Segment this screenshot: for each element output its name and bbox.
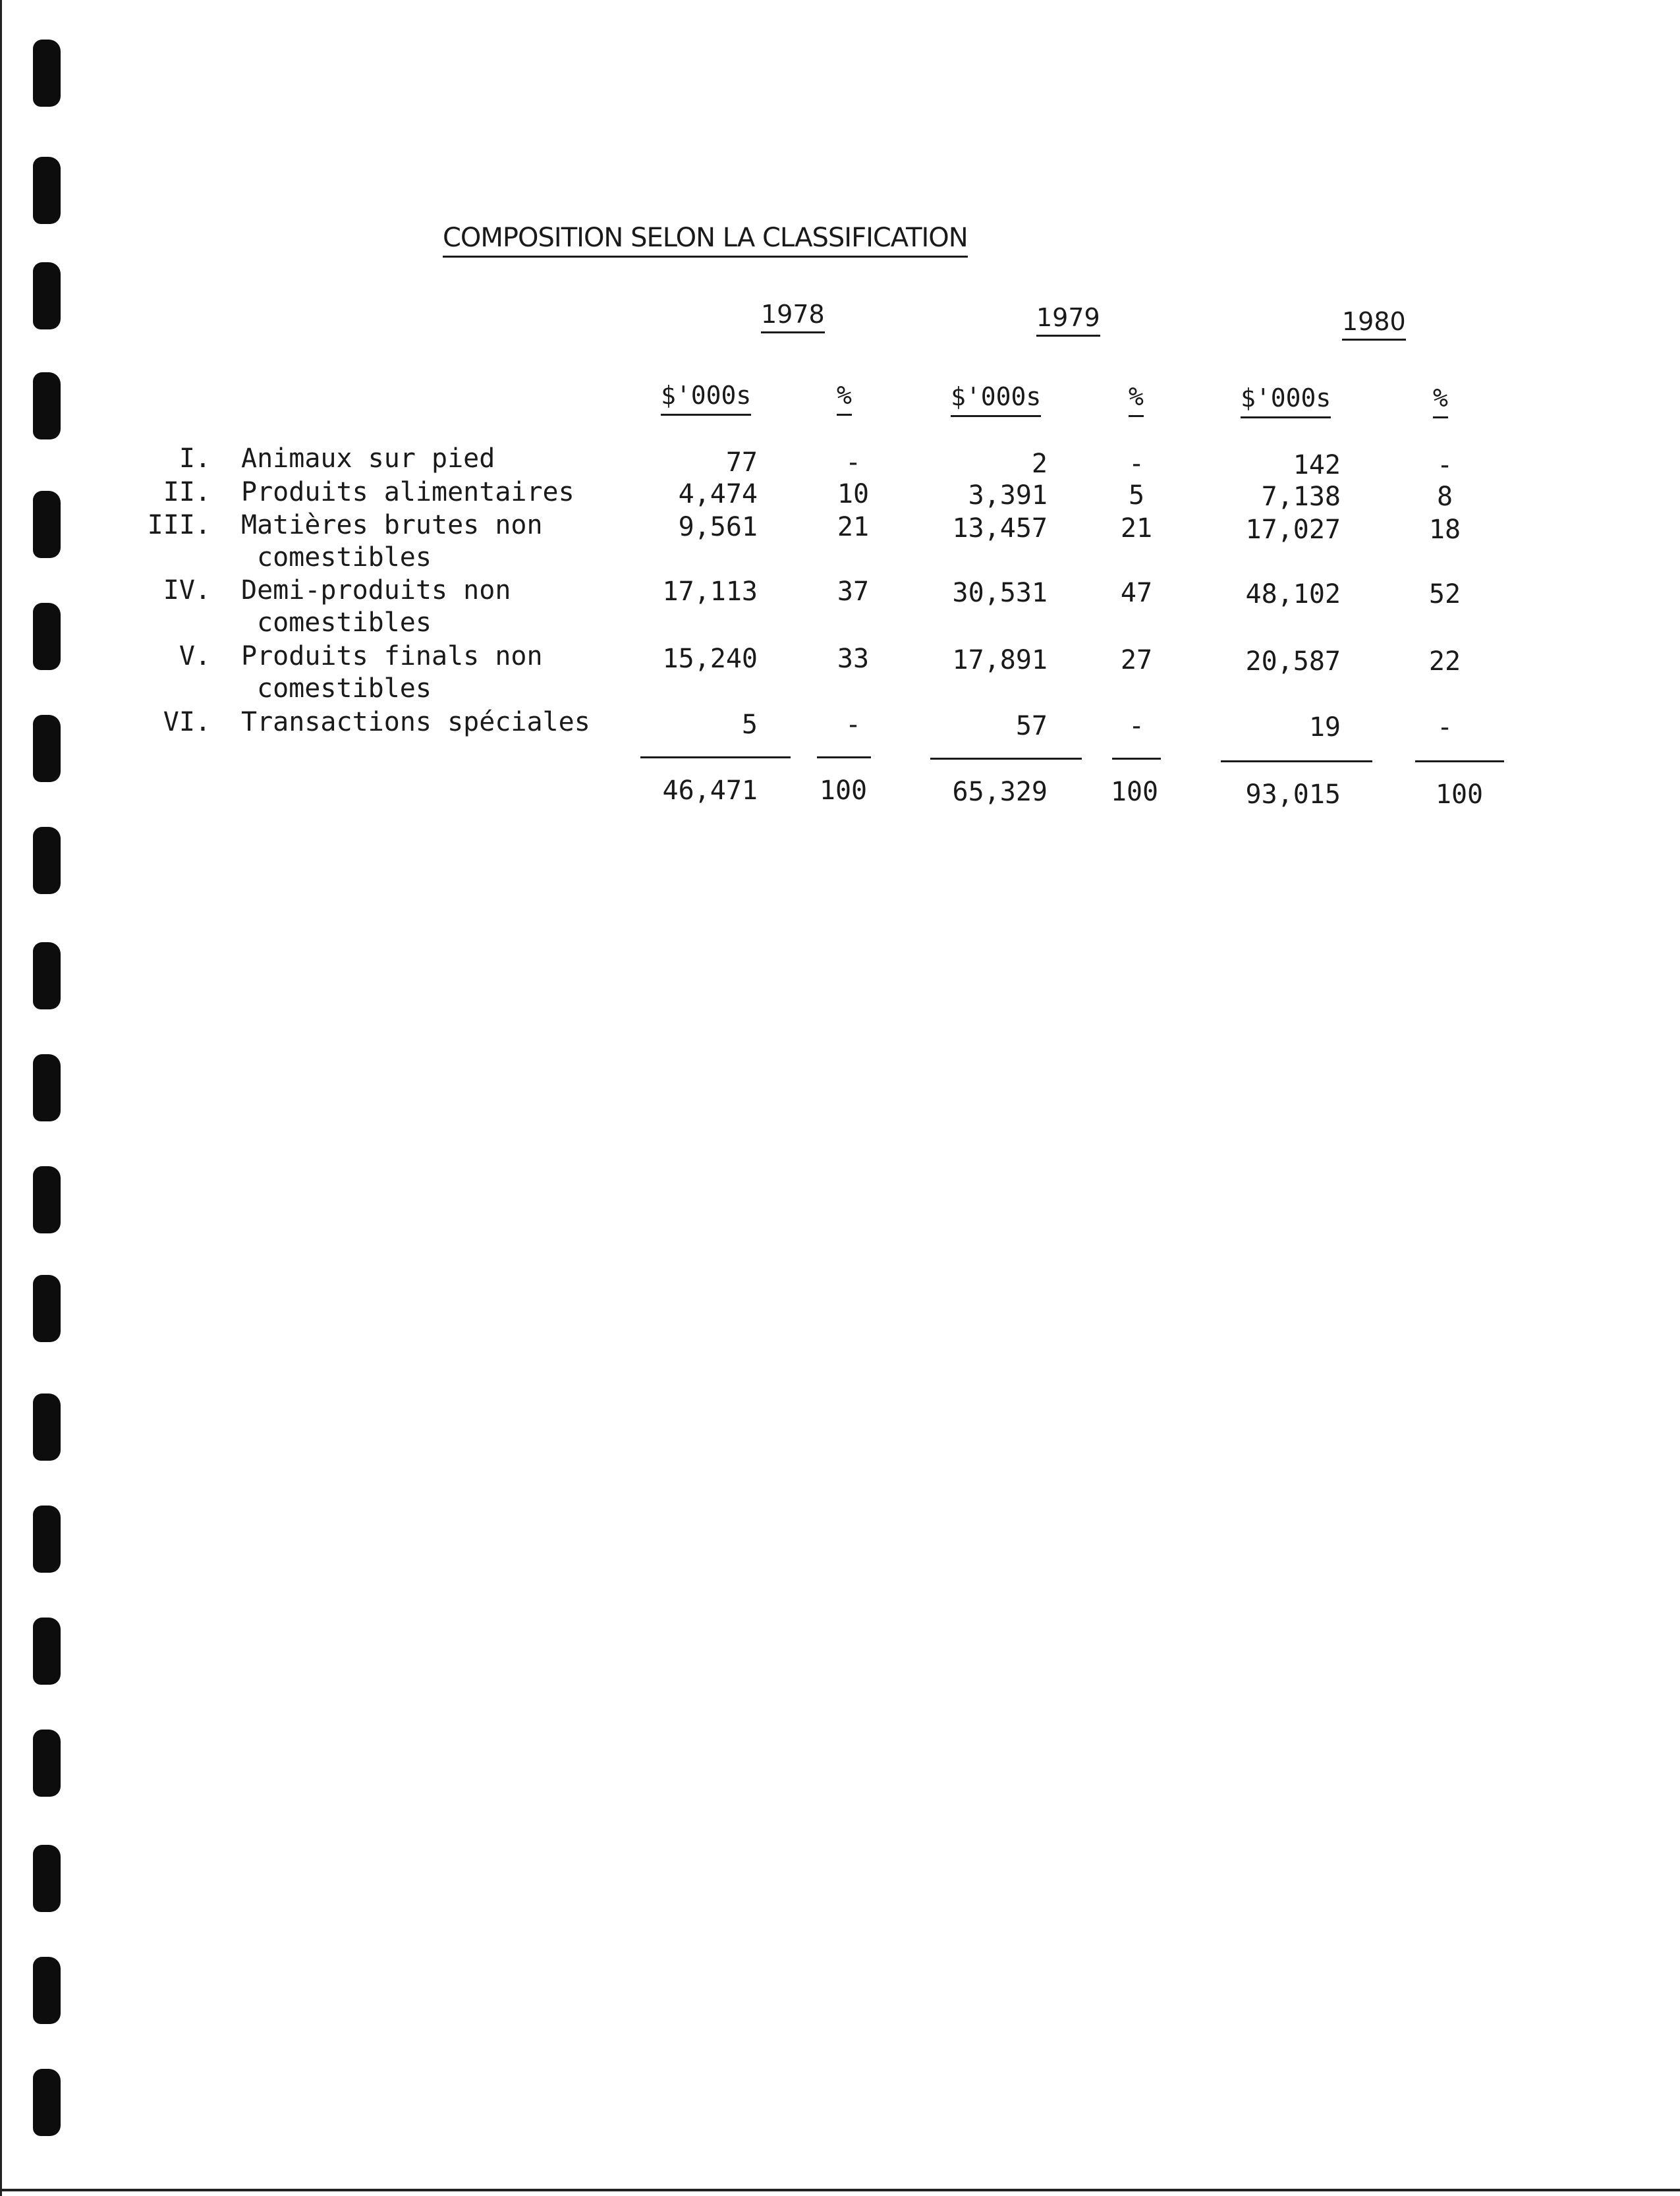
row-label: Produits finals non	[241, 641, 543, 671]
row-numeral: III.	[147, 510, 211, 540]
row-label: Animaux sur pied	[241, 443, 495, 474]
percent-1979: 21	[1120, 513, 1153, 544]
binder-hole	[33, 715, 61, 782]
percent-1980: 52	[1428, 579, 1461, 609]
binder-hole	[33, 1275, 61, 1342]
percent-1978: 21	[837, 512, 870, 542]
year-header-1979: 1979	[1036, 303, 1100, 337]
value-1978: 15,240	[662, 644, 758, 674]
total-percent-1978: 100	[819, 775, 868, 806]
binder-hole	[33, 1845, 61, 1912]
percent-1978: 33	[837, 644, 870, 674]
value-1978: 9,561	[678, 512, 758, 542]
total-rule-value-1978	[640, 756, 791, 758]
column-header-value-1980: $'000s	[1241, 383, 1331, 418]
total-rule-value-1980	[1221, 760, 1372, 762]
binder-hole	[33, 1618, 61, 1685]
page-edge-bottom	[0, 2189, 1680, 2191]
value-1980: 19	[1308, 712, 1341, 743]
percent-1978: 10	[837, 479, 870, 509]
row-label-continuation: comestibles	[257, 673, 432, 704]
percent-1979: -	[1128, 711, 1145, 741]
value-1978: 77	[725, 447, 758, 478]
row-label: Matières brutes non	[241, 510, 543, 540]
value-1980: 48,102	[1245, 579, 1341, 609]
percent-1980: 22	[1428, 646, 1461, 677]
value-1979: 57	[1015, 711, 1048, 741]
value-1979: 2	[1031, 449, 1048, 479]
value-1979: 3,391	[968, 480, 1048, 511]
binder-hole	[33, 942, 61, 1009]
binder-hole	[33, 262, 61, 329]
value-1980: 17,027	[1245, 515, 1341, 545]
binder-hole	[33, 1394, 61, 1461]
percent-1979: -	[1128, 449, 1145, 479]
value-1979: 17,891	[952, 645, 1048, 675]
binder-hole	[33, 1506, 61, 1573]
percent-1980: 18	[1428, 515, 1461, 545]
row-numeral: IV.	[163, 575, 211, 605]
binder-hole	[33, 1166, 61, 1233]
value-1978: 4,474	[678, 479, 758, 509]
binder-hole	[33, 827, 61, 894]
binder-hole	[33, 157, 61, 224]
row-label: Transactions spéciales	[241, 707, 590, 737]
column-header-value-1978: $'000s	[661, 381, 751, 416]
value-1980: 7,138	[1261, 482, 1341, 512]
percent-1979: 47	[1120, 578, 1153, 608]
value-1978: 17,113	[662, 577, 758, 607]
total-value-1979: 65,329	[952, 777, 1048, 807]
binder-hole	[33, 1730, 61, 1797]
percent-1978: -	[845, 447, 862, 478]
row-label: Produits alimentaires	[241, 477, 574, 507]
binder-hole	[33, 603, 61, 670]
binder-hole	[33, 491, 61, 558]
column-header-value-1979: $'000s	[951, 382, 1041, 417]
value-1978: 5	[741, 710, 758, 740]
value-1979: 13,457	[952, 513, 1048, 544]
row-numeral: V.	[179, 641, 211, 671]
total-percent-1980: 100	[1435, 779, 1484, 810]
percent-1978: -	[845, 710, 862, 740]
total-rule-percent-1980	[1415, 760, 1504, 762]
percent-1979: 5	[1128, 480, 1145, 511]
total-value-1980: 93,015	[1245, 779, 1341, 810]
row-label-continuation: comestibles	[257, 542, 432, 573]
binder-hole	[33, 40, 61, 107]
value-1979: 30,531	[952, 578, 1048, 608]
value-1980: 20,587	[1245, 646, 1341, 677]
percent-1980: -	[1436, 450, 1453, 480]
total-rule-value-1979	[930, 758, 1082, 760]
total-percent-1979: 100	[1110, 777, 1159, 807]
row-numeral: VI.	[163, 707, 211, 737]
year-header-1978: 1978	[761, 300, 825, 333]
column-header-percent-1980: %	[1433, 383, 1448, 418]
column-header-percent-1979: %	[1129, 382, 1144, 417]
binder-hole	[33, 2069, 61, 2136]
column-header-percent-1978: %	[837, 381, 852, 416]
percent-1979: 27	[1120, 645, 1153, 675]
percent-1980: -	[1436, 712, 1453, 743]
page-edge	[0, 0, 2, 2196]
row-numeral: I.	[179, 443, 211, 474]
percent-1978: 37	[837, 577, 870, 607]
percent-1980: 8	[1436, 482, 1453, 512]
year-header-1980: 1980	[1342, 307, 1406, 341]
row-numeral: II.	[163, 477, 211, 507]
total-rule-percent-1978	[817, 756, 871, 758]
total-value-1978: 46,471	[662, 775, 758, 806]
row-label-continuation: comestibles	[257, 607, 432, 638]
row-label: Demi-produits non	[241, 575, 511, 605]
total-rule-percent-1979	[1112, 758, 1161, 760]
value-1980: 142	[1293, 450, 1341, 480]
binder-hole	[33, 1054, 61, 1121]
binder-hole	[33, 372, 61, 439]
binder-hole	[33, 1957, 61, 2024]
document-title: COMPOSITION SELON LA CLASSIFICATION	[443, 223, 968, 258]
